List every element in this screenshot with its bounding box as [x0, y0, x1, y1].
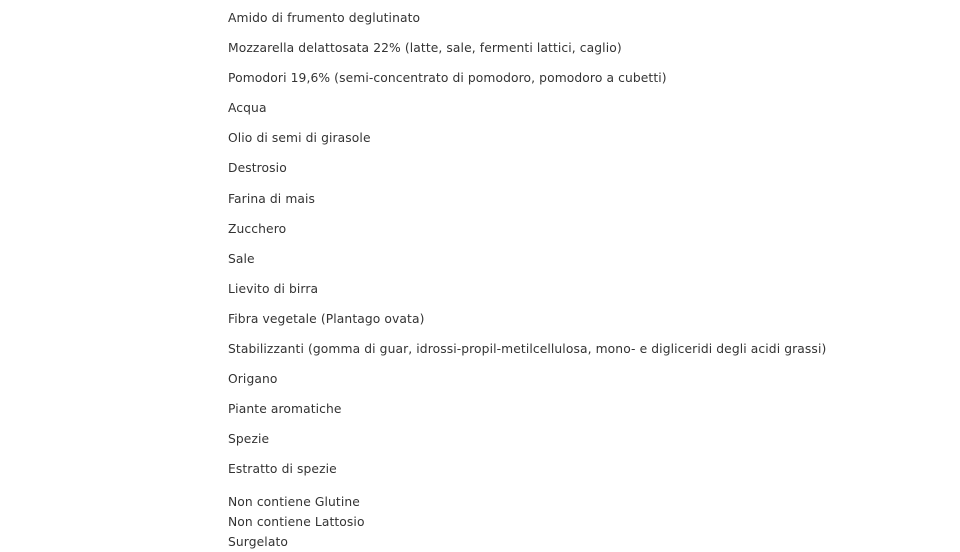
ingredient-item: Origano — [228, 372, 278, 387]
ingredient-item: Acqua — [228, 101, 267, 116]
frozen-note: Surgelato — [228, 534, 289, 549]
product-notes — [228, 490, 732, 552]
ingredient-item: Fibra vegetale (Plantago ovata) — [228, 311, 425, 326]
ingredient-item: Lievito di birra — [228, 281, 319, 296]
ingredient-list — [228, 8, 827, 549]
lactose-free-note: Non contiene Lattosio — [228, 514, 365, 529]
ingredient-item: Stabilizzanti (gomma di guar, idrossi-propil-metilcellulosa, mono- e digliceridi degli acidi grassi) — [228, 342, 827, 357]
ingredient-item: Zucchero — [228, 221, 287, 236]
ingredient-item: Estratto di spezie — [228, 462, 337, 477]
ingredient-item: Farina di mais — [228, 191, 316, 206]
ingredient-item: Olio di semi di girasole — [228, 131, 371, 146]
ingredient-item: Spezie — [228, 432, 270, 447]
ingredient-item: Mozzarella delattosata 22% (latte, sale, fermenti lattici, caglio) — [228, 41, 622, 56]
ingredient-item: Destrosio — [228, 161, 287, 176]
ingredient-item: Pomodori 19,6% (semi-concentrato di pomodoro, pomodoro a cubetti) — [228, 71, 667, 86]
ingredient-item: Sale — [228, 251, 255, 266]
ingredient-item: Amido di frumento deglutinato — [228, 11, 421, 25]
gluten-free-note: Non contiene Glutine — [228, 494, 360, 509]
ingredient-item: Piante aromatiche — [228, 402, 342, 417]
